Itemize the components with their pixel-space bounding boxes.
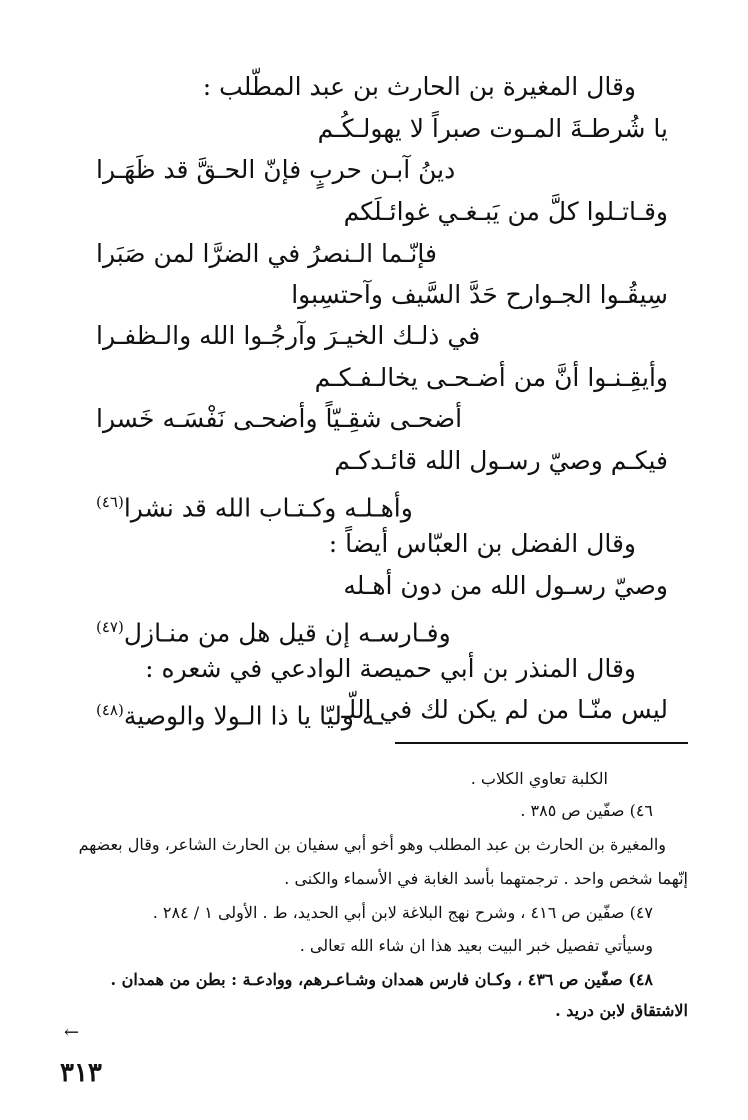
footnote-line: إنّهما شخص واحد . ترجمتهما بأسد الغابة في الأسماء والكنى . xyxy=(284,869,688,888)
verse-line: سِيقُـوا الجـوارح حَدَّ السَّيف وآحتسِبوا xyxy=(291,280,668,309)
verse-line-with-footnote xyxy=(96,610,451,650)
footnote-line: ٤٨) صفّين ص ٤٣٦ ، وكـان فارس همدان وشـاعـرهم، ووادعـة : بطن من همدان . xyxy=(110,970,653,989)
continuation-arrow-icon: ← xyxy=(64,1022,80,1043)
poem-intro-mughira: وقال المغيرة بن الحارث بن عبد المطّلب : xyxy=(202,72,636,101)
verse-line: وقـاتـلوا كلَّ من يَبـغـي غوائـلَكم xyxy=(343,197,668,226)
poem-intro-mundhir: وقال المنذر بن أبي حميصة الوادعي في شعره : xyxy=(145,654,636,683)
page-number: ٣١٣ xyxy=(60,1058,102,1088)
verse-line: أضحـى شقِـيّاً وأضحـى نَفْسَـه خَسرا xyxy=(96,404,463,433)
footnote-line: والمغيرة بن الحارث بن عبد المطلب وهو أخو أبي سفيان بن الحارث الشاعر، وقال بعضهم xyxy=(78,835,666,854)
footnote-marker: (٤٨) xyxy=(96,701,124,719)
verse-line: يا شُرطـةَ المـوت صبراً لا يهولـكُـم xyxy=(317,114,668,143)
verse-line: وأيقِـنـوا أنَّ من أضـحـى يخالـفـكـم xyxy=(314,363,668,392)
footnote-line: ٤٧) صفّين ص ٤١٦ ، وشرح نهج البلاغة لابن أبي الحديد، ط . الأولى ١ / ٢٨٤ . xyxy=(152,903,653,922)
footnote-line: ٤٦) صفّين ص ٣٨٥ . xyxy=(520,801,653,820)
verse-hemistich-left xyxy=(96,693,383,733)
verse-line: فيكـم وصيّ رسـول الله قائـدكـم xyxy=(334,446,668,475)
verse-line: في ذلـك الخيـرَ وآرجُـوا الله والـظفـرا xyxy=(96,321,481,350)
verse-text: وفـارسـه إن قيل هل من منـازل xyxy=(123,618,451,648)
poem-intro-fadl: وقال الفضل بن العبّاس أيضاً : xyxy=(328,529,636,558)
verse-text: ـه وليّا يا ذا الـولا والوصية xyxy=(123,701,383,731)
verse-hemistich-right: ليس منّـا من لم يكن لك في اللّـ xyxy=(341,695,668,724)
footnote-line: الكلبة تعاوي الكلاب . xyxy=(470,769,608,788)
footnote-marker: (٤٦) xyxy=(96,493,124,511)
verse-text: وأهـلـه وكـتـاب الله قد نشرا xyxy=(123,493,413,523)
verse-line: فإنّـما الـنصرُ في الضرَّا لمن صَبَرا xyxy=(96,239,437,268)
verse-line-with-footnote xyxy=(96,485,413,525)
footnote-marker: (٤٧) xyxy=(96,618,124,636)
footnote-separator xyxy=(395,742,688,744)
footnote-line: الاشتقاق لابن دريد . xyxy=(555,1001,688,1020)
verse-line: دينُ آبـن حربٍ فإنّ الحـقَّ قد ظَهَـرا xyxy=(96,155,456,184)
verse-line: وصيّ رسـول الله من دون أهـله xyxy=(343,571,668,600)
footnote-line: وسيأتي تفصيل خبر البيت بعيد هذا ان شاء الله تعالى . xyxy=(299,936,653,955)
